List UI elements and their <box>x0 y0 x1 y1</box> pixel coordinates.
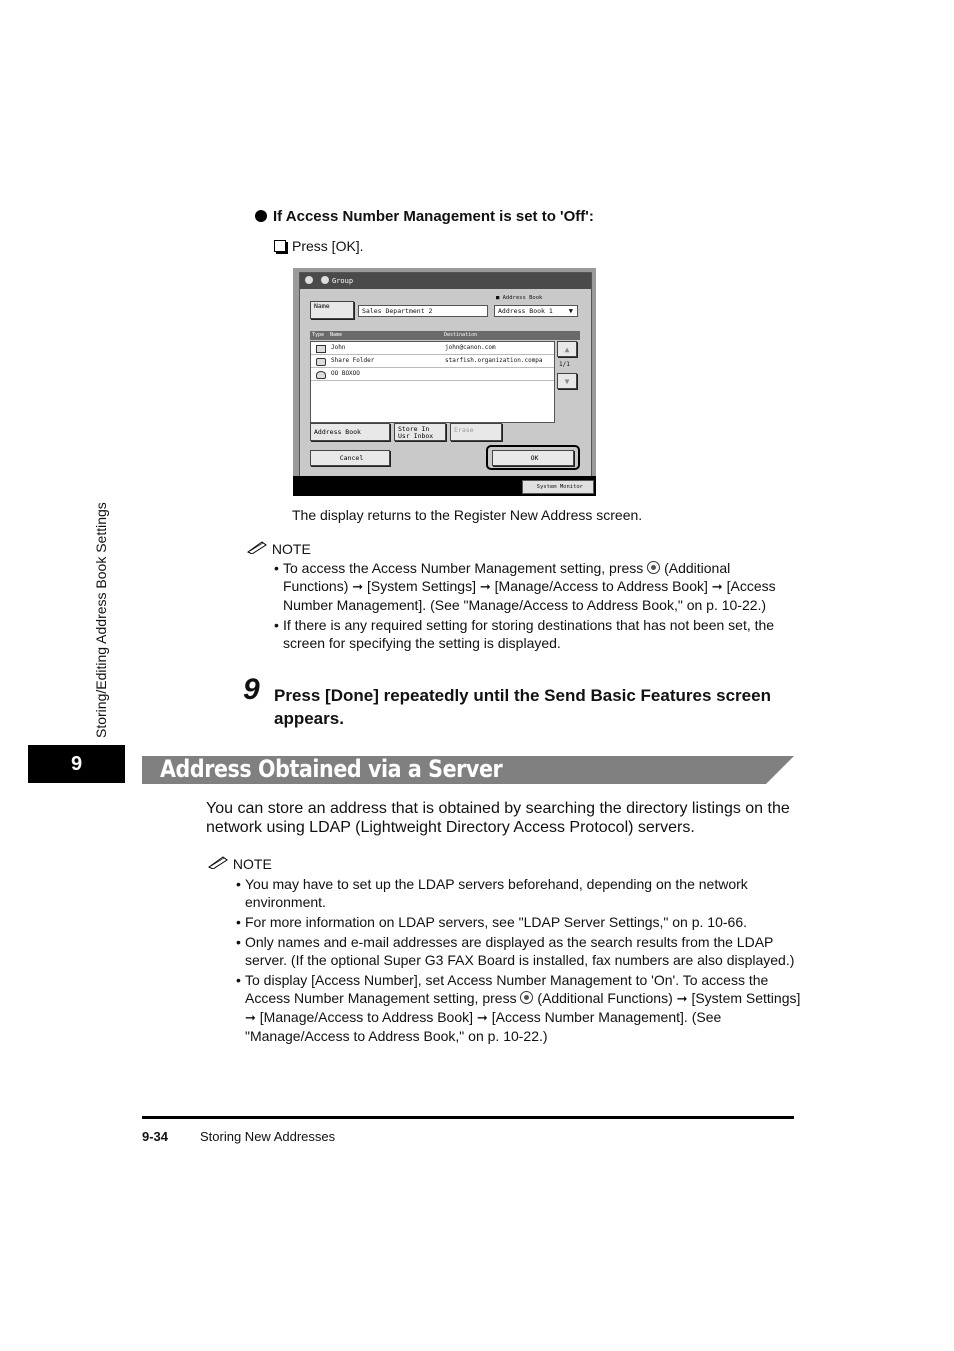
arrow-icon: ➞ <box>711 579 723 594</box>
address-book-label: ■ Address Book <box>496 295 543 301</box>
row-destination: starfish.organization.compa <box>445 357 543 364</box>
col-destination: Destination <box>444 332 478 338</box>
checkbox-icon <box>274 240 286 252</box>
scroll-down-button[interactable] <box>557 373 577 389</box>
note-item: • For more information on LDAP servers, see "LDAP Server Settings," on p. 10-66. <box>236 913 801 931</box>
device-screen <box>293 268 596 496</box>
destination-list <box>310 341 555 423</box>
store-in-label: Store In <box>398 425 430 433</box>
status-bar <box>293 476 596 496</box>
arrow-icon: ➞ <box>245 1010 256 1025</box>
row-name: Share Folder <box>331 357 375 364</box>
store-in-inbox-button[interactable] <box>394 423 446 441</box>
note-text: [System Settings] <box>367 578 476 594</box>
row-destination: john@canon.com <box>445 344 496 351</box>
list-item[interactable] <box>311 355 554 368</box>
arrow-up-icon: ▲ <box>564 345 570 354</box>
bullet-heading-text: If Access Number Management is set to 'Off': <box>273 208 594 225</box>
email-icon <box>316 345 326 353</box>
settings-icon <box>305 276 313 284</box>
col-name: Name <box>330 332 343 338</box>
note-text: (Additional Functions) <box>537 990 673 1006</box>
list-header <box>310 331 580 340</box>
footer-title: Storing New Addresses <box>200 1129 336 1144</box>
note-label: NOTE <box>271 541 311 557</box>
screen-title-bar <box>300 273 591 289</box>
note-text: To access the Access Number Management setting, press <box>283 560 644 576</box>
note-text: [Access Number Management]. (See "Manage/Access to Address Book," on p. 10-22.) <box>245 1009 722 1044</box>
note-label: NOTE <box>232 856 272 872</box>
screen-title: Group <box>332 277 354 285</box>
cancel-button[interactable]: Cancel <box>310 450 390 466</box>
row-name: John <box>331 344 346 351</box>
note-list <box>274 559 794 654</box>
caption: The display returns to the Register New Address screen. <box>292 507 643 523</box>
note-text: [Manage/Access to Address Book] <box>259 1009 474 1025</box>
chapter-tab: 9 <box>28 745 125 783</box>
note-text: To display [Access Number], set Access Number Management to 'On'. To access the Access Number Management setting, press <box>245 972 769 1006</box>
footer-rule <box>142 1116 794 1119</box>
list-item[interactable] <box>311 342 554 355</box>
address-book-button[interactable] <box>310 423 390 441</box>
section-title: Address Obtained via a Server <box>160 755 503 783</box>
usr-inbox-label: Usr Inbox <box>398 432 434 440</box>
note-item <box>274 559 794 614</box>
name-field[interactable]: Sales Department 2 <box>358 305 488 317</box>
pencil-icon <box>207 855 229 869</box>
check-item-text: Press [OK]. <box>292 238 364 254</box>
chevron-down-icon: ▼ <box>568 307 573 315</box>
row-name: OO BOXOO <box>331 370 360 377</box>
screen-panel <box>299 272 592 478</box>
note-heading <box>246 540 311 557</box>
step-text: Press [Done] repeatedly until the Send Basic Features screen appears. <box>274 686 771 728</box>
note-text: [Access Number Management]. (See "Manage/Access to Address Book," on p. 10-22.) <box>283 578 776 613</box>
address-book-select[interactable] <box>494 305 578 317</box>
list-item[interactable] <box>311 368 554 381</box>
arrow-icon: ➞ <box>676 991 688 1006</box>
note-text: (Additional Functions) <box>283 560 731 594</box>
bullet-heading <box>255 208 594 225</box>
intro-paragraph: You can store an address that is obtained by searching the directory listings on the network using LDAP (Lightweight Directory Access Protocol) servers. <box>206 800 790 836</box>
name-button[interactable]: Name <box>310 301 354 319</box>
erase-button[interactable]: Erase <box>450 423 502 441</box>
scroll-up-button[interactable] <box>557 341 577 357</box>
side-section-label: Storing/Editing Address Book Settings <box>93 502 109 738</box>
note-text: [Manage/Access to Address Book] <box>494 578 708 594</box>
page-number: 9-34 <box>142 1129 169 1144</box>
note-list <box>236 875 801 1047</box>
additional-functions-icon <box>520 991 533 1004</box>
bullet-dot-icon <box>255 210 267 222</box>
address-book-button-label: Address Book <box>314 428 361 436</box>
folder-icon <box>316 358 326 366</box>
arrow-down-icon: ▼ <box>564 377 570 386</box>
step-number: 9 <box>243 673 260 706</box>
additional-functions-icon <box>647 561 660 574</box>
system-monitor-button[interactable]: System Monitor <box>522 480 594 494</box>
check-item <box>274 238 364 254</box>
address-book-label-text: Address Book <box>502 295 543 301</box>
note-item: • Only names and e-mail addresses are displayed as the search results from the LDAP server. (If the optional Super G3 FAX Board is installed, fax numbers are also displayed.) <box>236 933 801 969</box>
note-item <box>236 971 801 1045</box>
note-item: • You may have to set up the LDAP servers beforehand, depending on the network environment. <box>236 875 801 911</box>
inbox-icon <box>316 371 326 379</box>
note-item: • If there is any required setting for storing destinations that has not been set, the screen for specifying the setting is displayed. <box>274 616 794 652</box>
address-book-select-value: Address Book 1 <box>498 307 553 315</box>
pencil-icon <box>246 540 268 554</box>
note-text: [System Settings] <box>691 990 801 1006</box>
arrow-icon: ➞ <box>476 1010 488 1025</box>
note-heading <box>207 855 272 872</box>
group-icon <box>321 276 329 284</box>
page-indicator: 1/1 <box>559 361 570 368</box>
arrow-icon: ➞ <box>479 579 491 594</box>
arrow-icon: ➞ <box>352 579 364 594</box>
col-type: Type <box>312 332 325 338</box>
ok-button[interactable]: OK <box>492 450 574 466</box>
